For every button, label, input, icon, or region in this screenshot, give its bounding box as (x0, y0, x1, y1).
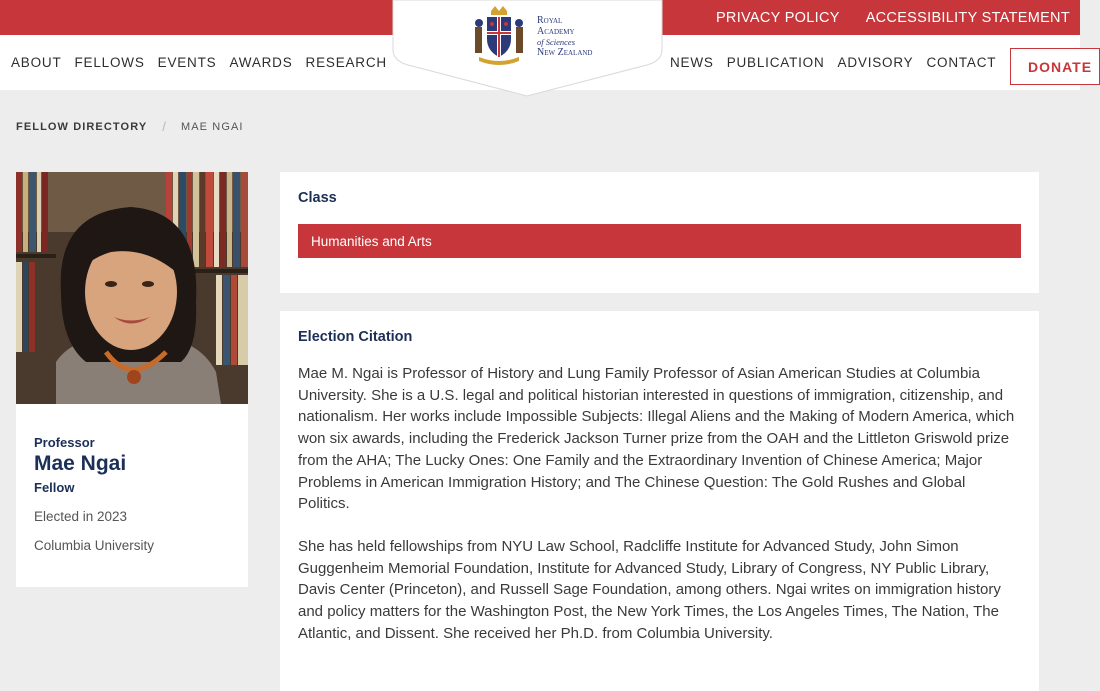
nav-left-group (11, 35, 387, 90)
site-logo[interactable] (392, 0, 663, 98)
breadcrumb-separator: / (162, 119, 167, 134)
profile-role: Fellow (34, 480, 75, 495)
profile-affiliation: Columbia University (34, 538, 155, 553)
citation-paragraph: She has held fellowships from NYU Law School, Radcliffe Institute for Advanced Study, John Simon Guggenheim Memorial Foundation, Institute for Advanced Study, Library of Congress, NY Public Library, Davis Center (Princeton), and Russell Sage Foundation, among others. Ngai writes on immigration history and policy matters for the Washington Post, the New York Times, the Los Angeles Times, The Nation, The Atlantic, and Dissent. She received her Ph.D. from Columbia University. (298, 537, 1001, 642)
privacy-policy-link[interactable]: PRIVACY POLICY (715, 9, 840, 26)
logo-line-sciences: of Sciences (537, 37, 575, 47)
nav-news[interactable]: NEWS (670, 55, 714, 70)
logo-wordmark (537, 16, 593, 58)
profile-info (16, 404, 248, 553)
accessibility-statement-link[interactable]: ACCESSIBILITY STATEMENT (865, 9, 1070, 26)
nav-fellows[interactable]: FELLOWS (74, 55, 145, 70)
profile-name: Mae Ngai (34, 452, 127, 475)
class-card (280, 172, 1039, 293)
nav-events[interactable]: EVENTS (157, 55, 217, 70)
breadcrumb (16, 119, 244, 134)
nav-awards[interactable]: AWARDS (229, 55, 293, 70)
class-value-badge: Humanities and Arts (298, 224, 1021, 258)
profile-title: Professor (34, 435, 95, 450)
election-citation-card (280, 311, 1039, 691)
nav-publication[interactable]: PUBLICATION (726, 55, 825, 70)
logo-line-nz: New Zealand (537, 46, 593, 58)
breadcrumb-current: MAE NGAI (180, 120, 244, 133)
portrait-image (16, 172, 248, 404)
logo-shield-shape (392, 0, 663, 98)
nav-contact[interactable]: CONTACT (926, 55, 997, 70)
donate-button[interactable]: DONATE (1010, 48, 1100, 85)
nav-right-group (670, 35, 996, 90)
class-heading: Class (298, 190, 337, 206)
logo-line-royal: Royal (537, 15, 563, 26)
profile-photo (16, 172, 248, 404)
nav-advisory[interactable]: ADVISORY (837, 55, 914, 70)
logo-line-academy: Academy (537, 25, 575, 37)
breadcrumb-fellow-directory[interactable]: FELLOW DIRECTORY (16, 120, 148, 133)
citation-paragraph: Mae M. Ngai is Professor of History and Lung Family Professor of Asian American Studies at Columbia University. She is a U.S. legal and political historian interested in questions of immigration, citizenship, and nationalism. Her works include Impossible Subjects: Illegal Aliens and the Making of Modern America, which won six awards, including the Frederick Jackson Turner prize from the OAH and the Littleton Griswold prize from the AHA; The Lucky Ones: One Family and the Extraordinary Invention of Chinese America; Major Problems in American Immigration History; and The Chinese Question: The Gold Rushes and Global Politics. (298, 365, 1015, 513)
utility-links (716, 0, 1070, 35)
profile-card (16, 172, 248, 587)
nav-research[interactable]: RESEARCH (305, 55, 387, 70)
citation-body (298, 363, 1020, 644)
citation-heading: Election Citation (298, 329, 413, 345)
profile-elected-year: Elected in 2023 (34, 509, 128, 524)
nav-about[interactable]: ABOUT (11, 55, 62, 70)
coat-of-arms-icon (473, 5, 525, 65)
